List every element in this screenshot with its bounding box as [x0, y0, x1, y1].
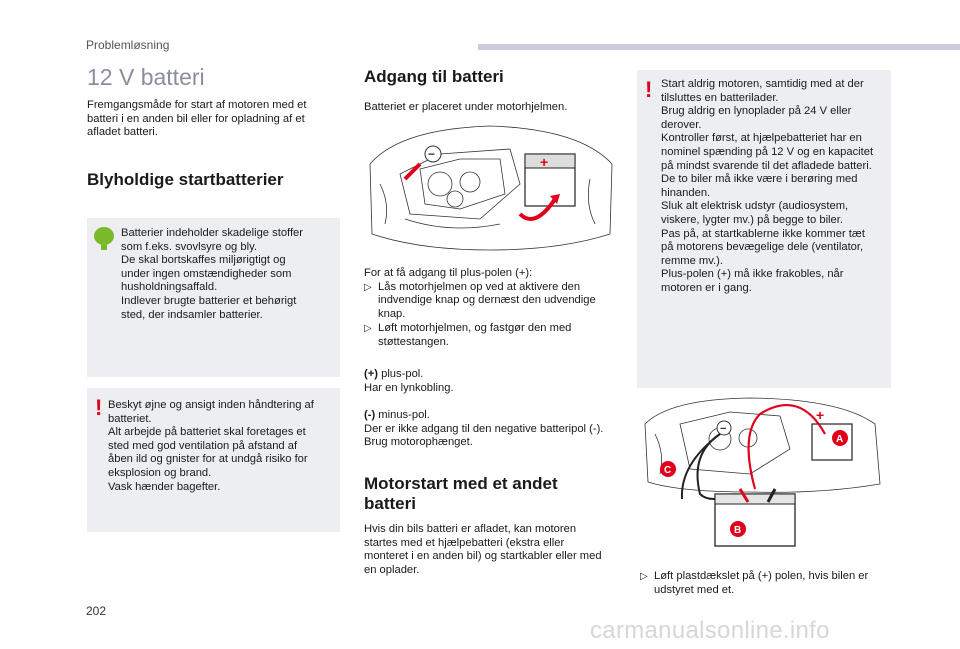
- plus-pole-info: [364, 368, 619, 395]
- svg-text:+: +: [540, 154, 549, 170]
- cover-step: ▷ Løft plastdækslet på (+) polen, hvis bilen er udstyret med et.: [640, 570, 869, 596]
- plus-label: plus-pol.: [377, 368, 424, 380]
- callout-b: B: [734, 525, 742, 536]
- plus-symbol: (+): [364, 368, 378, 380]
- warning-icon-right: !: [645, 77, 653, 102]
- eco-notice-box: [87, 218, 340, 377]
- engine-bay-illustration: [360, 124, 620, 252]
- warning-text-left: Beskyt øjne og ansigt inden håndtering af batteriet. Alt arbejde på batteriet skal foretages et sted med god ventilation på afstand af åben ild og gnister for at undgå risiko for eksplosion og brand. Vask hænder bagefter.: [108, 399, 314, 493]
- plus-desc: Har en lynkobling.: [364, 381, 454, 394]
- section-label: Problemløsning: [86, 38, 170, 52]
- svg-text:−: −: [720, 423, 727, 435]
- section-heading-lead-batteries: Blyholdige startbatterier: [87, 170, 284, 189]
- battery-location-text: Batteriet er placeret under motorhjelmen.: [364, 101, 568, 113]
- callout-c: C: [664, 465, 672, 476]
- minus-desc: Der er ikke adgang til den negative batteripol (-). Brug motorophænget.: [364, 422, 604, 449]
- jump-start-illustration: [640, 394, 890, 560]
- watermark: carmanualsonline.info: [590, 617, 830, 644]
- warning-text-right: Start aldrig motoren, samtidig med at der tilsluttes en batterilader. Brug aldrig en lynoplader på 24 V eller derover. Kontroller først, at hjælpebatteriet har en nominel spænding på 12 V og en kapacitet på mindst svarende til det afladede batteri. De to biler må ikke være i berøring med hinanden. Sluk alt elektrisk udstyr (audiosystem, viskere, lygter mv.) på begge to biler. Pas på, at startkablerne ikke kommer tæt på motorens bevægelige dele (ventilator, remme mv.). Plus-polen (+) må ikke frakobles, når motoren er i gang.: [661, 78, 874, 294]
- header-bar: [478, 44, 960, 50]
- access-step-2: Løft motorhjelmen, og fastgør den med støttestangen.: [378, 322, 572, 348]
- minus-pole-info: [364, 409, 619, 450]
- svg-text:−: −: [428, 147, 436, 161]
- warning-box-left: [87, 388, 340, 532]
- access-intro: For at få adgang til plus-polen (+):: [364, 267, 533, 279]
- page-number: 202: [86, 604, 107, 618]
- svg-text:+: +: [816, 407, 825, 423]
- warning-icon: !: [95, 395, 103, 420]
- plus-pole-access: For at få adgang til plus-polen (+): ▷ Lås motorhjelmen op ved at aktivere den indvendige knap og dernæst den udvendige knap. ▷ Løft motorhjelmen, og fastgør den med støttestangen.: [364, 267, 619, 350]
- section-heading-jump-start: Motorstart med et andet batteri: [364, 474, 558, 513]
- minus-label: minus-pol.: [375, 409, 430, 421]
- section-heading-battery-access: Adgang til batteri: [364, 67, 504, 86]
- jump-start-text: Hvis din bils batteri er afladet, kan motoren startes med et hjælpebatteri (ekstra eller monteret i en anden bil) og startkabler eller med en oplader.: [364, 523, 602, 576]
- access-step-1: Lås motorhjelmen op ved at aktivere den indvendige knap og dernæst den udvendige knap.: [378, 280, 596, 320]
- minus-symbol: (-): [364, 409, 376, 421]
- eco-notice-text: Batterier indeholder skadelige stoffer som f.eks. svovlsyre og bly. De skal bortskaffes miljørigtigt og under ingen omstændigheder som husholdningsaffald. Indlever brugte batterier et behørigt sted, der indsamler batterier.: [121, 227, 304, 321]
- page-title: 12 V batteri: [87, 64, 205, 90]
- warning-box-right: [637, 70, 891, 388]
- callout-a: A: [836, 434, 844, 445]
- eco-tree-icon: [93, 226, 115, 250]
- intro-text: Fremgangsmåde for start af motoren med et batteri i en anden bil eller for opladning af et afladet batteri.: [87, 99, 307, 139]
